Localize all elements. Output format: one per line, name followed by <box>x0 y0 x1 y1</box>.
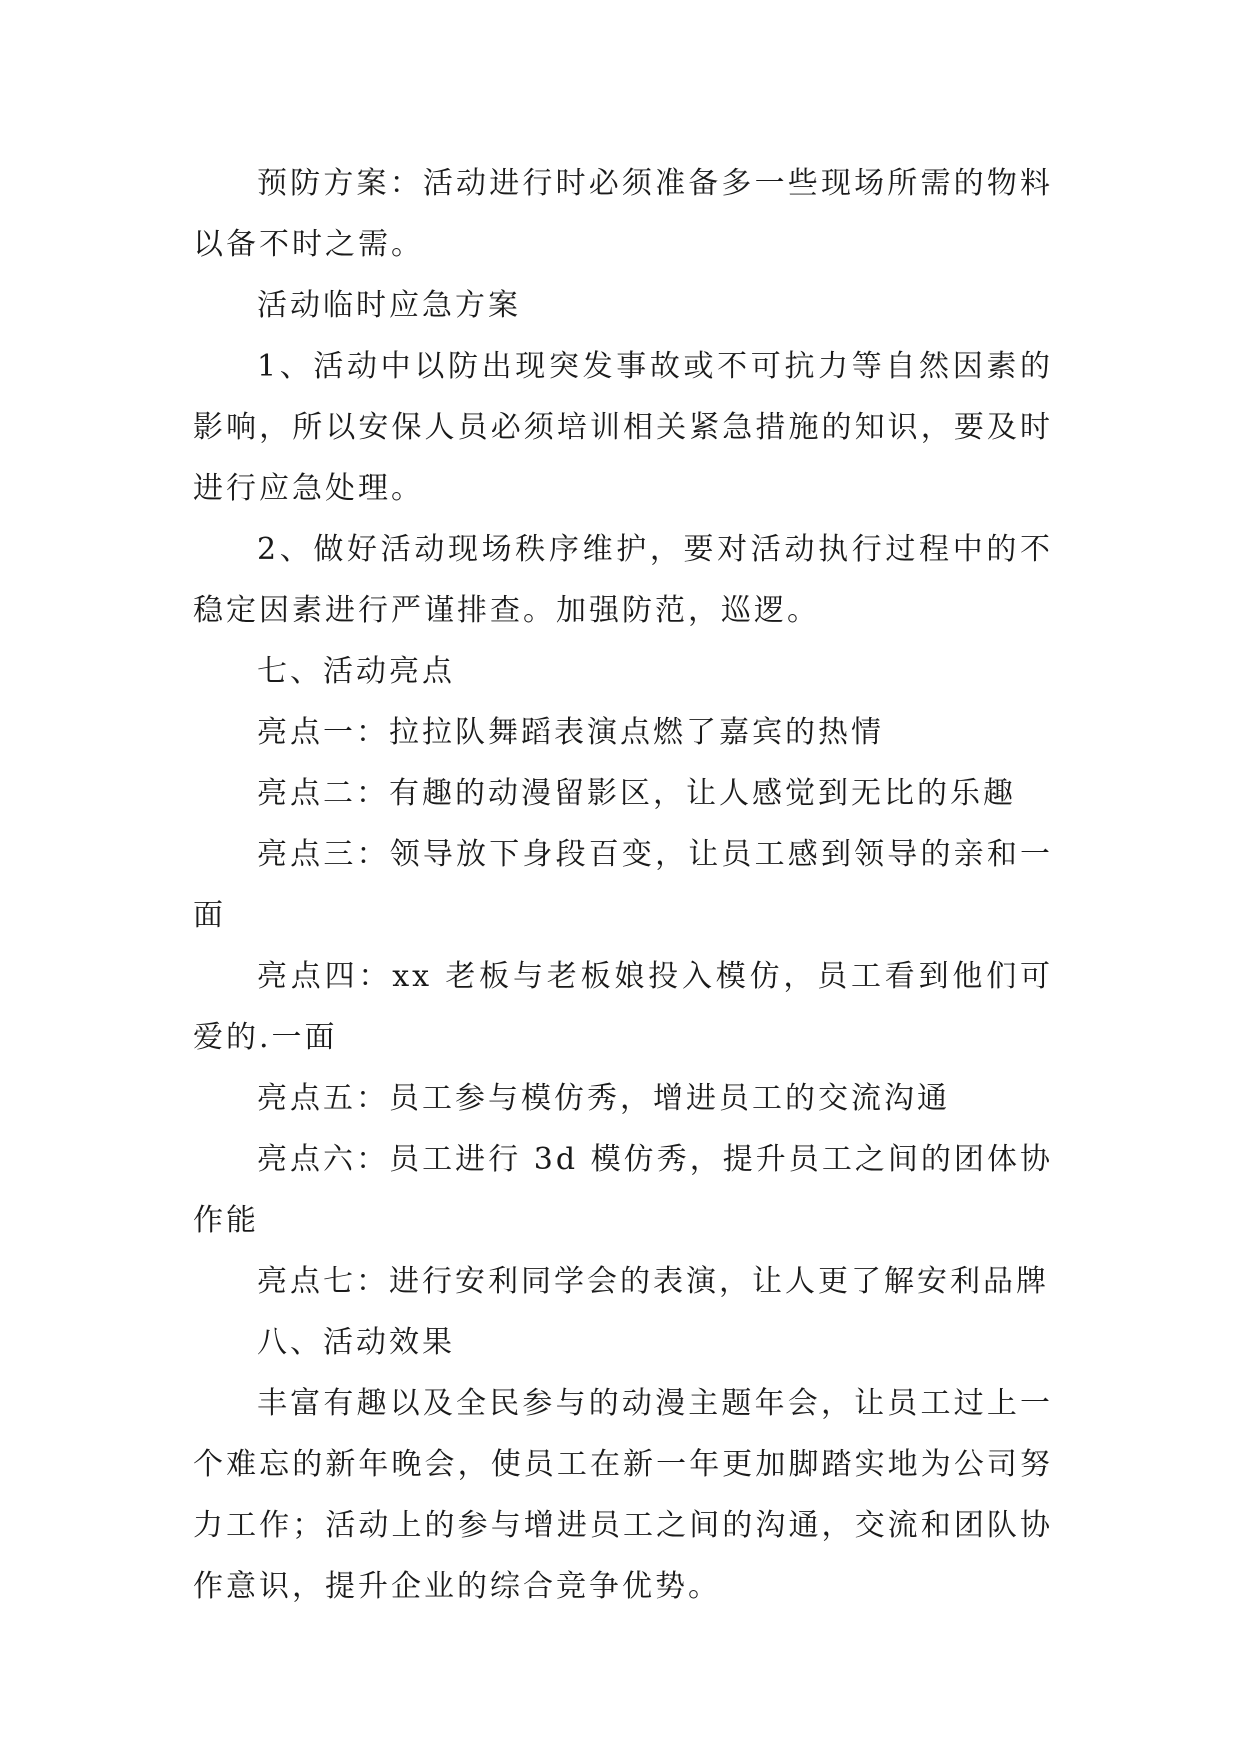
paragraph-emergency-item-1: 1、活动中以防出现突发事故或不可抗力等自然因素的影响，所以安保人员必须培训相关紧急措施的知识，要及时进行应急处理。 <box>193 349 1053 506</box>
highlight-item-7: 亮点七：进行安利同学会的表演，让人更了解安利品牌 <box>257 1264 1049 1299</box>
paragraph-prevention-plan: 预防方案：活动进行时必须准备多一些现场所需的物料以备不时之需。 <box>193 166 1053 262</box>
section-heading-effects: 八、活动效果 <box>257 1325 455 1360</box>
paragraph-emergency-plan-heading: 活动临时应急方案 <box>257 288 521 323</box>
paragraph-emergency-item-2: 2、做好活动现场秩序维护，要对活动执行过程中的不稳定因素进行严谨排查。加强防范，巡逻。 <box>193 532 1053 628</box>
highlight-item-4: 亮点四：xx 老板与老板娘投入模仿，员工看到他们可爱的.一面 <box>193 959 1053 1055</box>
highlight-item-2: 亮点二：有趣的动漫留影区，让人感觉到无比的乐趣 <box>257 776 1016 811</box>
paragraph-effects: 丰富有趣以及全民参与的动漫主题年会，让员工过上一个难忘的新年晚会，使员工在新一年更加脚踏实地为公司努力工作；活动上的参与增进员工之间的沟通，交流和团队协作意识，提升企业的综合竞争优势。 <box>193 1386 1053 1604</box>
section-heading-highlights: 七、活动亮点 <box>257 654 455 689</box>
highlight-item-5: 亮点五：员工参与模仿秀，增进员工的交流沟通 <box>257 1081 950 1116</box>
highlight-item-1: 亮点一：拉拉队舞蹈表演点燃了嘉宾的热情 <box>257 715 884 750</box>
highlight-item-3: 亮点三：领导放下身段百变，让员工感到领导的亲和一面 <box>193 837 1053 933</box>
highlight-item-6: 亮点六：员工进行 3d 模仿秀，提升员工之间的团体协作能 <box>193 1142 1053 1238</box>
document-body <box>193 153 1053 1617</box>
